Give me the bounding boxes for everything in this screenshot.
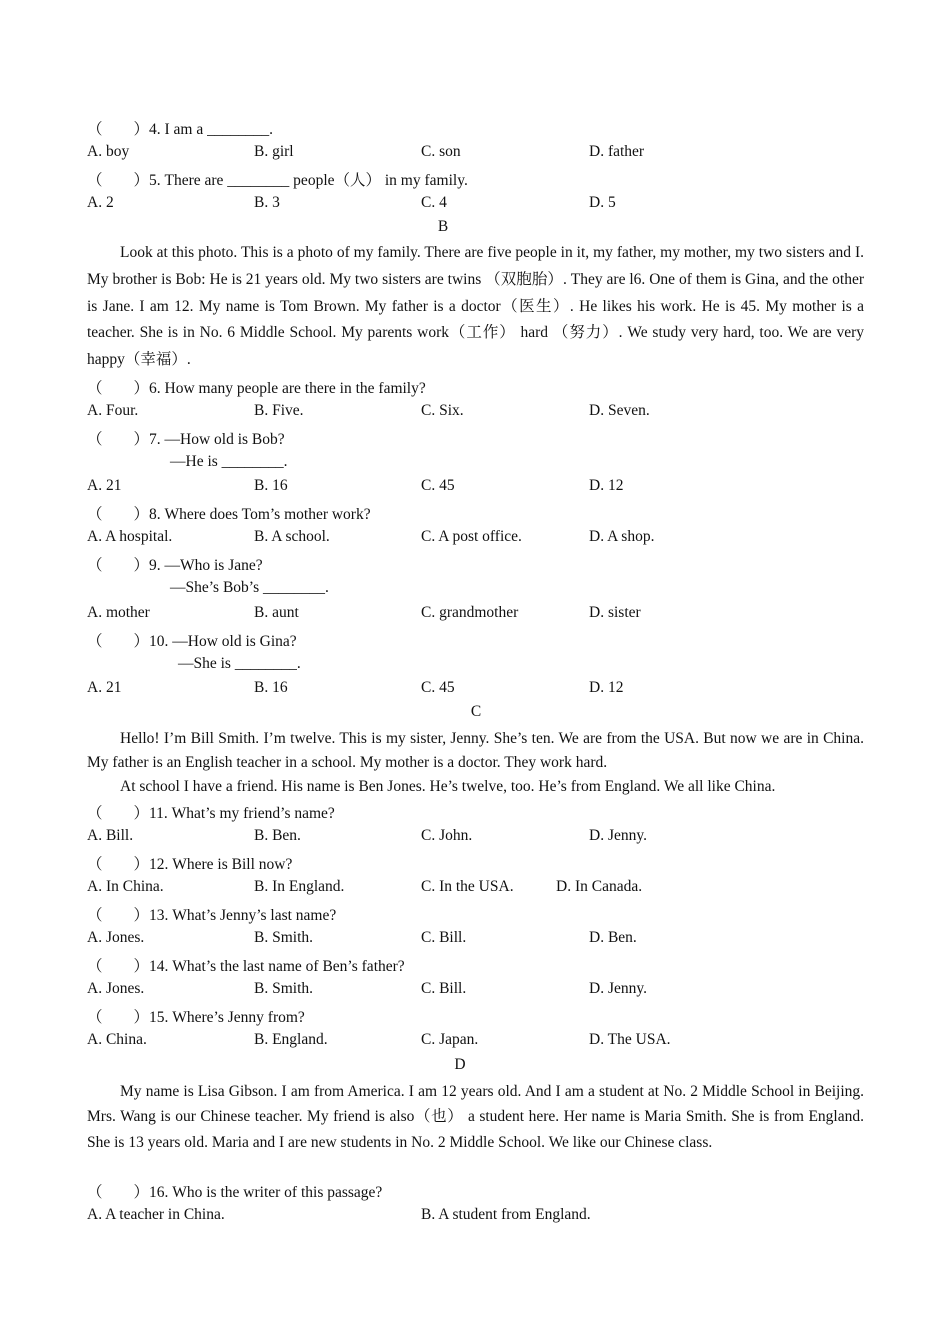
- question-9-stem: （ ）9. —Who is Jane?: [87, 557, 263, 574]
- question-11-option-a: A. Bill.: [87, 827, 134, 844]
- question-13-option-c: C. Bill.: [421, 929, 467, 946]
- section-c-passage-2: At school I have a friend. His name is Ben Jones. He’s twelve, too. He’s from England. We all like China.: [120, 778, 776, 795]
- question-13-option-d: D. Ben.: [589, 929, 637, 946]
- question-14-option-d: D. Jenny.: [589, 980, 647, 997]
- question-6-option-d: D. Seven.: [589, 402, 650, 419]
- question-5-option-c: C. 4: [421, 194, 447, 211]
- question-8-option-c: C. A post office.: [421, 528, 522, 545]
- question-5-stem: （ ）5. There are ________ people（人） in my family.: [87, 172, 468, 189]
- question-9-option-b: B. aunt: [254, 604, 299, 621]
- section-d-heading: D: [454, 1056, 466, 1073]
- question-4-stem: （ ）4. I am a ________.: [87, 121, 273, 138]
- question-12-option-c: C. In the USA.: [421, 878, 514, 895]
- question-5-option-b: B. 3: [254, 194, 280, 211]
- question-14-stem: （ ）14. What’s the last name of Ben’s father?: [87, 958, 405, 975]
- section-c-heading: C: [470, 703, 482, 720]
- question-12-stem: （ ）12. Where is Bill now?: [87, 856, 293, 873]
- question-7-option-a: A. 21: [87, 477, 122, 494]
- question-6-option-b: B. Five.: [254, 402, 304, 419]
- question-12-option-a: A. In China.: [87, 878, 164, 895]
- question-9-option-a: A. mother: [87, 604, 150, 621]
- question-10-response: —She is ________.: [178, 655, 301, 672]
- question-6-option-a: A. Four.: [87, 402, 139, 419]
- question-10-option-a: A. 21: [87, 679, 122, 696]
- question-11-option-c: C. John.: [421, 827, 473, 844]
- question-7-option-b: B. 16: [254, 477, 288, 494]
- question-12-option-b: B. In England.: [254, 878, 345, 895]
- question-6-option-c: C. Six.: [421, 402, 464, 419]
- question-13-stem: （ ）13. What’s Jenny’s last name?: [87, 907, 337, 924]
- question-16-option-a: A. A teacher in China.: [87, 1206, 225, 1223]
- question-11-option-d: D. Jenny.: [589, 827, 647, 844]
- section-b-passage: Look at this photo. This is a photo of my family. There are five people in it, my father, my mother, my two sisters and I. My brother is Bob: He is 21 years old. My two sisters are twins （双胞胎）. They are l6. One of them is Gina, and the other is Jane. I am 12. My name is Tom Brown. My father is a doctor（医生）. He likes his work. He is 45. My mother is a teacher. She is in No. 6 Middle School. My parents work（工作） hard （努力）. We study very hard, too. We are very happy（幸福）.: [87, 244, 864, 369]
- question-7-option-c: C. 45: [421, 477, 455, 494]
- question-5-option-a: A. 2: [87, 194, 114, 211]
- question-8-option-d: D. A shop.: [589, 528, 655, 545]
- question-16-option-b: B. A student from England.: [421, 1206, 591, 1223]
- question-4-option-a: A. boy: [87, 143, 130, 160]
- question-10-stem: （ ）10. —How old is Gina?: [87, 633, 297, 650]
- section-c-passage-1: Hello! I’m Bill Smith. I’m twelve. This is my sister, Jenny. She’s ten. We are from the USA. But now we are in China. My father is an English teacher in a school. My mother is a doctor. They work hard.: [87, 730, 864, 772]
- question-6-stem: （ ）6. How many people are there in the family?: [87, 380, 426, 397]
- question-12-option-d: D. In Canada.: [556, 878, 643, 895]
- question-14-option-c: C. Bill.: [421, 980, 467, 997]
- question-9-option-c: C. grandmother: [421, 604, 519, 621]
- question-8-stem: （ ）8. Where does Tom’s mother work?: [87, 506, 371, 523]
- question-14-option-b: B. Smith.: [254, 980, 314, 997]
- question-9-option-d: D. sister: [589, 604, 641, 621]
- question-11-option-b: B. Ben.: [254, 827, 301, 844]
- question-8-option-b: B. A school.: [254, 528, 330, 545]
- question-15-stem: （ ）15. Where’s Jenny from?: [87, 1009, 305, 1026]
- question-13-option-a: A. Jones.: [87, 929, 145, 946]
- question-15-option-c: C. Japan.: [421, 1031, 479, 1048]
- question-14-option-a: A. Jones.: [87, 980, 145, 997]
- question-13-option-b: B. Smith.: [254, 929, 314, 946]
- question-4-option-d: D. father: [589, 143, 645, 160]
- question-4-option-b: B. girl: [254, 143, 294, 160]
- question-10-option-c: C. 45: [421, 679, 455, 696]
- question-8-option-a: A. A hospital.: [87, 528, 173, 545]
- question-9-response: —She’s Bob’s ________.: [170, 579, 329, 596]
- question-7-option-d: D. 12: [589, 477, 624, 494]
- question-16-stem: （ ）16. Who is the writer of this passage?: [87, 1184, 383, 1201]
- section-b-heading: B: [437, 218, 449, 235]
- question-7-response: —He is ________.: [170, 453, 288, 470]
- question-11-stem: （ ）11. What’s my friend’s name?: [87, 805, 335, 822]
- question-15-option-a: A. China.: [87, 1031, 147, 1048]
- question-5-option-d: D. 5: [589, 194, 616, 211]
- question-4-option-c: C. son: [421, 143, 461, 160]
- question-10-option-b: B. 16: [254, 679, 288, 696]
- question-7-stem: （ ）7. —How old is Bob?: [87, 431, 285, 448]
- question-15-option-b: B. England.: [254, 1031, 328, 1048]
- question-10-option-d: D. 12: [589, 679, 624, 696]
- question-15-option-d: D. The USA.: [589, 1031, 671, 1048]
- section-d-passage: My name is Lisa Gibson. I am from America. I am 12 years old. And I am a student at No. 2 Middle School in Beijing. Mrs. Wang is our Chinese teacher. My friend is also（也） a student here. Her name is Maria Smith. She is from England. She is 13 years old. Maria and I are new students in No. 2 Middle School. We like our Chinese class.: [87, 1083, 864, 1151]
